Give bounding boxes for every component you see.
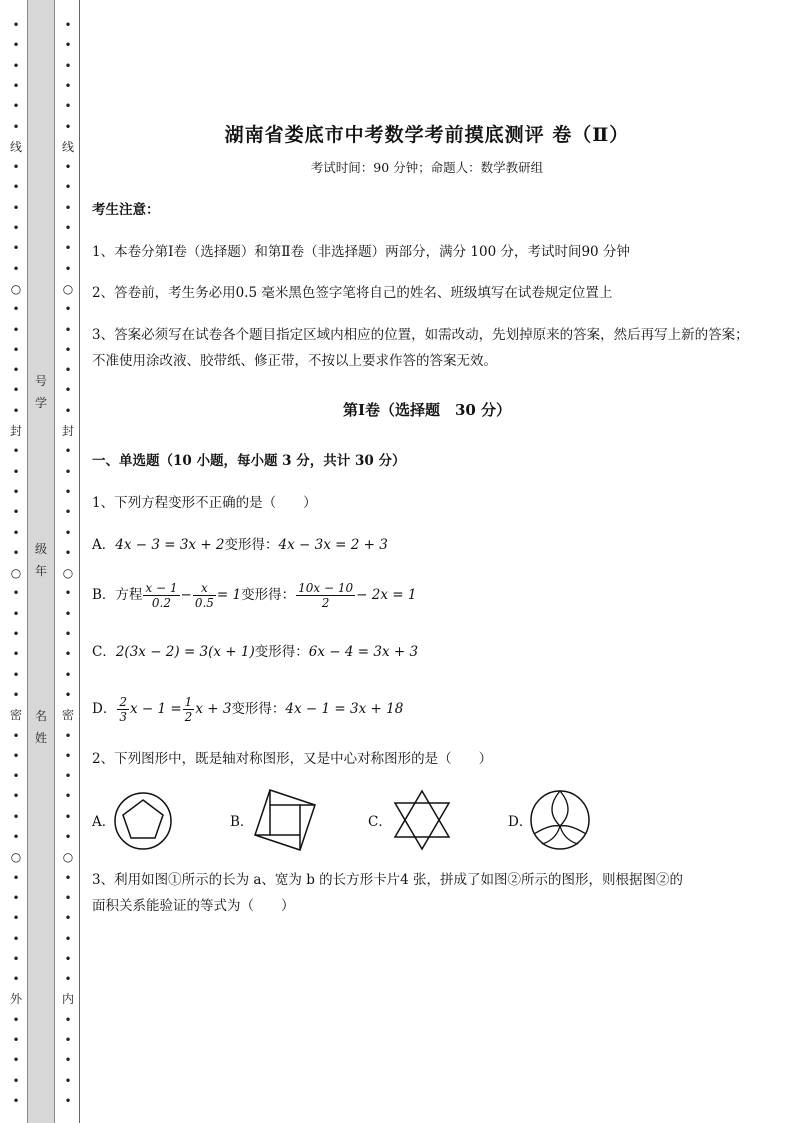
dot-mark: • [64,383,72,398]
dot-mark: • [64,302,72,317]
binding-label: 内 [61,992,74,1007]
binding-label: 外 [9,992,22,1007]
dot-mark: • [64,18,72,32]
gutter-left-marks [9,0,23,1123]
dot-mark: • [12,78,20,93]
dot-mark: • [64,972,72,987]
dot-mark: • [12,18,20,32]
dot-mark: • [64,99,72,114]
dot-mark: • [64,58,72,73]
dot-mark: • [12,586,20,601]
fraction-numerator: 2 [119,695,127,709]
dot-mark: • [12,221,20,235]
pentagon-in-circle-icon [112,790,174,852]
dot-mark: • [64,200,72,215]
dot-mark: • [64,221,72,235]
fraction-denominator: 2 [321,596,330,610]
option-b-prefix: B．方程 [92,587,143,603]
dot-mark: • [64,119,72,134]
dot-mark: • [64,687,72,702]
gutter-divider-line [79,0,80,1123]
binding-gutter [0,0,90,1123]
notice-item-1: 1、本卷分第Ⅰ卷（选择题）和第Ⅱ卷（非选择题）两部分，满分 100 分，考试时间90 分钟 [92,244,630,260]
dot-mark: • [64,322,72,337]
question-1-stem: 1、下列方程变形不正确的是（ ） [92,495,317,511]
dot-mark: • [64,1073,72,1088]
dot-mark: • [64,911,72,926]
dot-mark: • [12,322,20,337]
dot-mark: • [64,545,72,560]
circle-mark: ○ [10,281,22,296]
dot-mark: • [64,525,72,540]
question-2-label-d: D． [508,814,533,830]
dot-mark: • [64,464,72,479]
dot-mark: • [64,1012,72,1027]
circle-mark: ○ [10,566,22,581]
question-2-label-c: C． [368,814,392,830]
fraction-numerator: x − 1 [145,581,178,595]
question-1-option-b [92,578,762,612]
fraction-numerator: 1 [184,695,193,709]
dot-mark: • [64,870,72,885]
dot-mark: • [64,38,72,53]
option-d-result: 4x − 1 = 3x + 18 [285,701,404,717]
part-heading: 一、单选题（10 小题，每小题 3 分，共计 30 分） [92,453,406,469]
dot-mark: • [64,444,72,459]
dot-mark: • [64,586,72,601]
binding-label: 密 [9,708,22,723]
option-d-part-2: x + 3 [195,701,232,717]
dot-mark: • [12,342,20,357]
dot-mark: • [12,1073,20,1088]
option-a-prefix: A． [92,537,116,553]
dot-mark: • [12,1033,20,1047]
question-2-stem: 2、下列图形中，既是轴对称图形，又是中心对称图形的是（ ） [92,751,493,767]
fraction-denominator: 0.5 [194,596,214,610]
dot-mark: • [12,180,20,195]
dot-mark: • [12,667,20,682]
student-info-strip [27,0,55,1123]
option-d-mid: 变形得： [231,701,286,717]
option-d-fraction-2 [183,695,195,724]
dot-mark: • [12,1093,20,1108]
dot-mark: • [12,58,20,73]
dot-mark: • [12,972,20,987]
dot-mark: • [64,1093,72,1108]
notice-heading: 考生注意： [92,202,160,218]
notice-item-3: 3、答案必须写在试卷各个题目指定区域内相应的位置，如需改动，先划掉原来的答案，然后再写上新的答案；不准使用涂改液、胶带纸、修正带，不按以上要求作答的答案无效。 [92,327,749,369]
dot-mark: • [12,99,20,114]
dot-mark: • [12,484,20,499]
dot-mark: • [12,951,20,966]
student-id-label-2: 学 [34,396,47,410]
question-3-line-2: 面积关系能验证的等式为（ ） [92,898,295,914]
dot-mark: • [12,261,20,276]
dot-mark: • [64,484,72,499]
dot-mark: • [64,241,72,256]
option-c-mid: 变形得： [254,644,309,660]
dot-mark: • [12,363,20,378]
dot-mark: • [12,302,20,317]
student-id-label-1: 号 [34,374,47,388]
dot-mark: • [64,627,72,641]
dot-mark: • [64,180,72,195]
dot-mark: • [12,525,20,540]
dot-mark: • [12,769,20,784]
dot-mark: • [12,931,20,946]
option-a-mid: 变形得： [224,537,279,553]
dot-mark: • [12,1053,20,1068]
question-1-option-a [92,535,762,555]
dot-mark: • [64,403,72,418]
dot-mark: • [64,261,72,276]
dot-mark: • [12,606,20,621]
three-arcs-circle-icon [528,788,592,852]
pinwheel-squares-icon [252,787,318,853]
dot-mark: • [12,830,20,844]
dot-mark: • [64,505,72,520]
question-2-label-a: A． [92,814,116,830]
dot-mark: • [64,342,72,357]
dot-mark: • [12,1012,20,1027]
dot-mark: • [12,870,20,885]
dot-mark: • [12,627,20,641]
option-d-prefix: D． [92,701,117,717]
dot-mark: • [64,789,72,804]
circle-mark: ○ [62,281,74,296]
dot-mark: • [64,1033,72,1047]
option-b-fraction-2 [193,581,216,610]
question-2-label-b: B． [230,814,254,830]
dot-mark: • [64,728,72,743]
binding-label: 线 [9,139,22,154]
option-d-part-1: x − 1 = [129,701,182,717]
section-title: 第Ⅰ卷（选择题 30 分） [342,401,512,419]
dot-mark: • [12,383,20,398]
gutter-right-marks [61,0,75,1123]
dot-mark: • [12,505,20,520]
question-3-line-1: 3、利用如图①所示的长为 a、宽为 b 的长方形卡片4 张，拼成了如图②所示的图形，则根据图②的 [92,872,684,888]
dot-mark: • [64,78,72,93]
question-1-option-c [92,642,762,662]
fraction-denominator: 2 [184,710,193,724]
binding-label: 密 [61,708,74,723]
option-b-fraction-1 [143,581,179,610]
fraction-denominator: 0.2 [151,596,172,610]
dot-mark: • [12,241,20,256]
name-label-2: 姓 [34,731,47,745]
dot-mark: • [12,647,20,662]
six-pointed-star-icon [390,788,454,852]
question-1-option-d [92,692,762,726]
circle-mark: ○ [10,850,22,865]
dot-mark: • [12,38,20,53]
option-c-prefix: C． [92,644,116,660]
dot-mark: • [64,748,72,763]
dot-mark: • [12,119,20,134]
equals-one: = 1 [216,587,242,603]
dot-mark: • [12,748,20,763]
option-c-equation: 2(3x − 2) = 3(x + 1) [115,644,255,660]
exam-content [92,0,762,1123]
option-a-result: 4x − 3x = 2 + 3 [278,537,388,553]
dot-mark: • [64,951,72,966]
dot-mark: • [12,728,20,743]
dot-mark: • [64,1053,72,1068]
dot-mark: • [12,809,20,824]
dot-mark: • [12,911,20,926]
option-b-mid: 变形得： [241,587,296,603]
circle-mark: ○ [62,850,74,865]
dot-mark: • [64,830,72,844]
option-a-equation: 4x − 3 = 3x + 2 [115,537,225,553]
dot-mark: • [64,769,72,784]
option-d-fraction-1 [117,695,129,724]
dot-mark: • [12,687,20,702]
fraction-numerator: 10x − 10 [298,581,354,595]
dot-mark: • [12,789,20,804]
circle-mark: ○ [62,566,74,581]
dot-mark: • [12,403,20,418]
dot-mark: • [64,160,72,175]
dot-mark: • [64,363,72,378]
dot-mark: • [12,444,20,459]
dot-mark: • [64,647,72,662]
dot-mark: • [64,931,72,946]
name-label-1: 名 [34,709,47,723]
binding-label: 封 [9,424,22,438]
binding-label: 封 [61,424,74,438]
dot-mark: • [12,464,20,479]
dot-mark: • [64,606,72,621]
dot-mark: • [12,160,20,175]
option-c-result: 6x − 4 = 3x + 3 [308,644,419,660]
grade-label-2: 年 [34,564,47,578]
dot-mark: • [12,200,20,215]
page-title: 湖南省娄底市中考数学考前摸底测评 卷（Ⅱ） [224,124,630,146]
notice-item-2: 2、答卷前，考生务必用0.5 毫米黑色签字笔将自己的姓名、班级填写在试卷规定位置上 [92,285,613,301]
minus-sign: − [180,587,192,603]
exam-subtitle: 考试时间：90 分钟；命题人：数学教研组 [310,160,544,175]
binding-label: 线 [61,139,74,154]
fraction-numerator: x [193,581,216,596]
dot-mark: • [12,890,20,905]
dot-mark: • [64,667,72,682]
grade-label-1: 级 [34,542,47,556]
dot-mark: • [64,809,72,824]
option-b-tail: − 2x = 1 [356,587,417,603]
fraction-denominator: 3 [119,710,127,724]
option-b-fraction-3 [296,581,355,610]
dot-mark: • [12,545,20,560]
dot-mark: • [64,890,72,905]
